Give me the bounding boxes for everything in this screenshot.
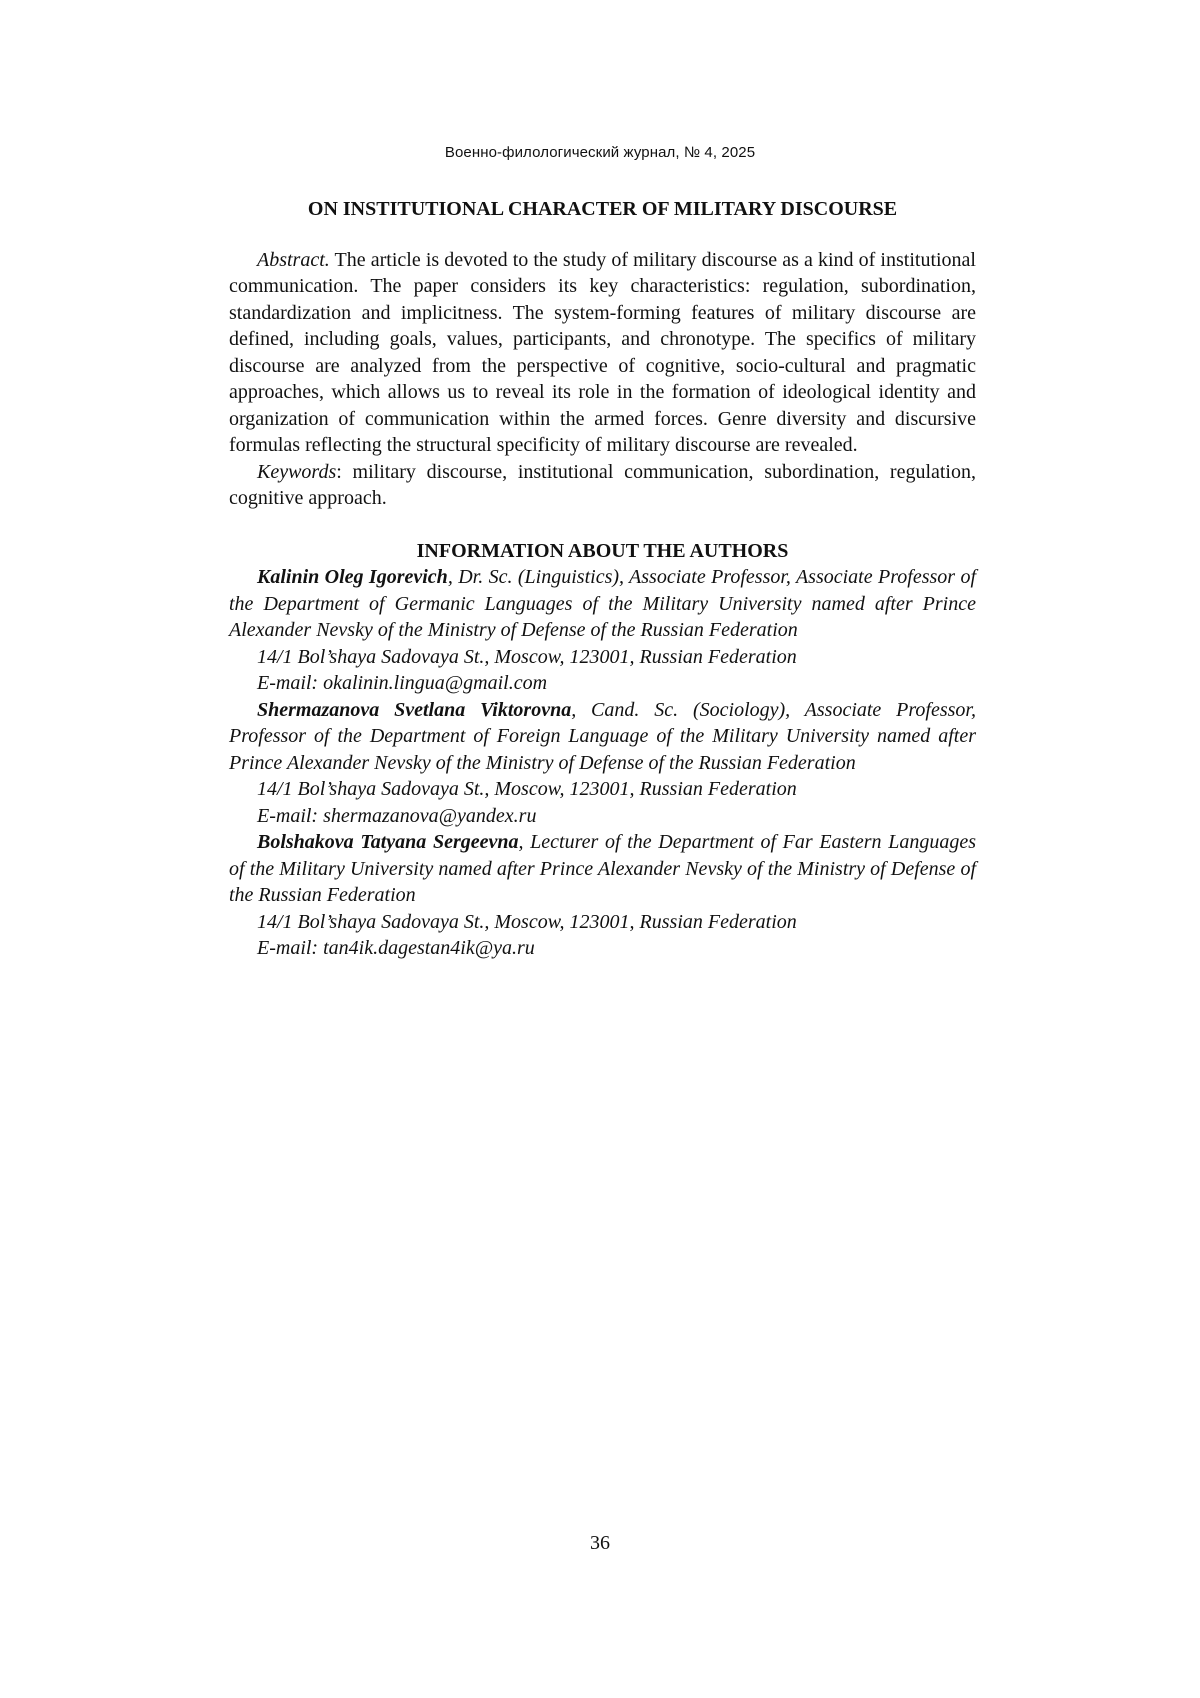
author-bio xyxy=(229,697,976,777)
authors-section-title: INFORMATION ABOUT THE AUTHORS xyxy=(416,539,789,562)
keywords-text: : military discourse, institutional communication, subordination, regulation, cognitive approach. xyxy=(229,460,976,509)
article-body xyxy=(229,196,976,962)
running-head: Военно-филологический журнал, № 4, 2025 xyxy=(444,144,756,161)
article-title: ON INSTITUTIONAL CHARACTER OF MILITARY DISCOURSE xyxy=(307,198,898,220)
author-email: E-mail: okalinin.lingua@gmail.com xyxy=(257,672,548,694)
abstract-label: Abstract. xyxy=(257,248,330,271)
author-details: , Dr. Sc. (Linguistics), Associate Professor, Associate Professor of the Department of Germanic Languages of the Military University named after Prince Alexander Nevsky of the Ministry of Defense of the Russian Federation xyxy=(229,566,976,641)
author-name: Bolshakova Tatyana Sergeevna xyxy=(257,831,519,853)
author-entry xyxy=(229,829,976,962)
author-entry xyxy=(229,697,976,830)
page-number: 36 xyxy=(590,1532,610,1554)
abstract-paragraph xyxy=(229,247,976,459)
author-email: E-mail: tan4ik.dagestan4ik@ya.ru xyxy=(257,937,535,959)
author-address: 14/1 Bol’shaya Sadovaya St., Moscow, 123001, Russian Federation xyxy=(257,778,797,800)
author-address: 14/1 Bol’shaya Sadovaya St., Moscow, 123001, Russian Federation xyxy=(257,910,797,933)
keywords-paragraph xyxy=(229,459,976,512)
author-details: , Lecturer of the Department of Far Eastern Languages of the Military University named after Prince Alexander Nevsky of the Ministry of Defense of the Russian Federation xyxy=(229,831,977,906)
author-name: Shermazanova Svetlana Viktorovna xyxy=(257,698,572,721)
abstract-text: The article is devoted to the study of military discourse as a kind of institutional communication. The paper considers its key characteristics: regulation, subordination, standardization and implicitness. The system-forming features of military discourse are defined, including goals, values, participants, and chronotype. The specifics of military discourse are analyzed from the perspective of cognitive, socio-cultural and pragmatic approaches, which allows us to reveal its role in the formation of ideological identity and organization of communication within the armed forces. Genre diversity and discursive formulas reflecting the structural specificity of military discourse are revealed. xyxy=(229,248,976,456)
author-details: , Cand. Sc. (Sociology), Associate Professor, Professor of the Department of Foreign Language of the Military University named after Prince Alexander Nevsky of the Ministry of Defense of the Russian Federation xyxy=(229,698,976,774)
keywords-label: Keywords xyxy=(257,460,337,483)
author-email: E-mail: shermazanova@yandex.ru xyxy=(257,804,537,827)
author-bio xyxy=(229,829,976,909)
author-entry xyxy=(229,564,976,697)
author-bio xyxy=(229,564,976,644)
author-address: 14/1 Bol’shaya Sadovaya St., Moscow, 123001, Russian Federation xyxy=(257,645,797,668)
author-name: Kalinin Oleg Igorevich xyxy=(257,566,448,588)
